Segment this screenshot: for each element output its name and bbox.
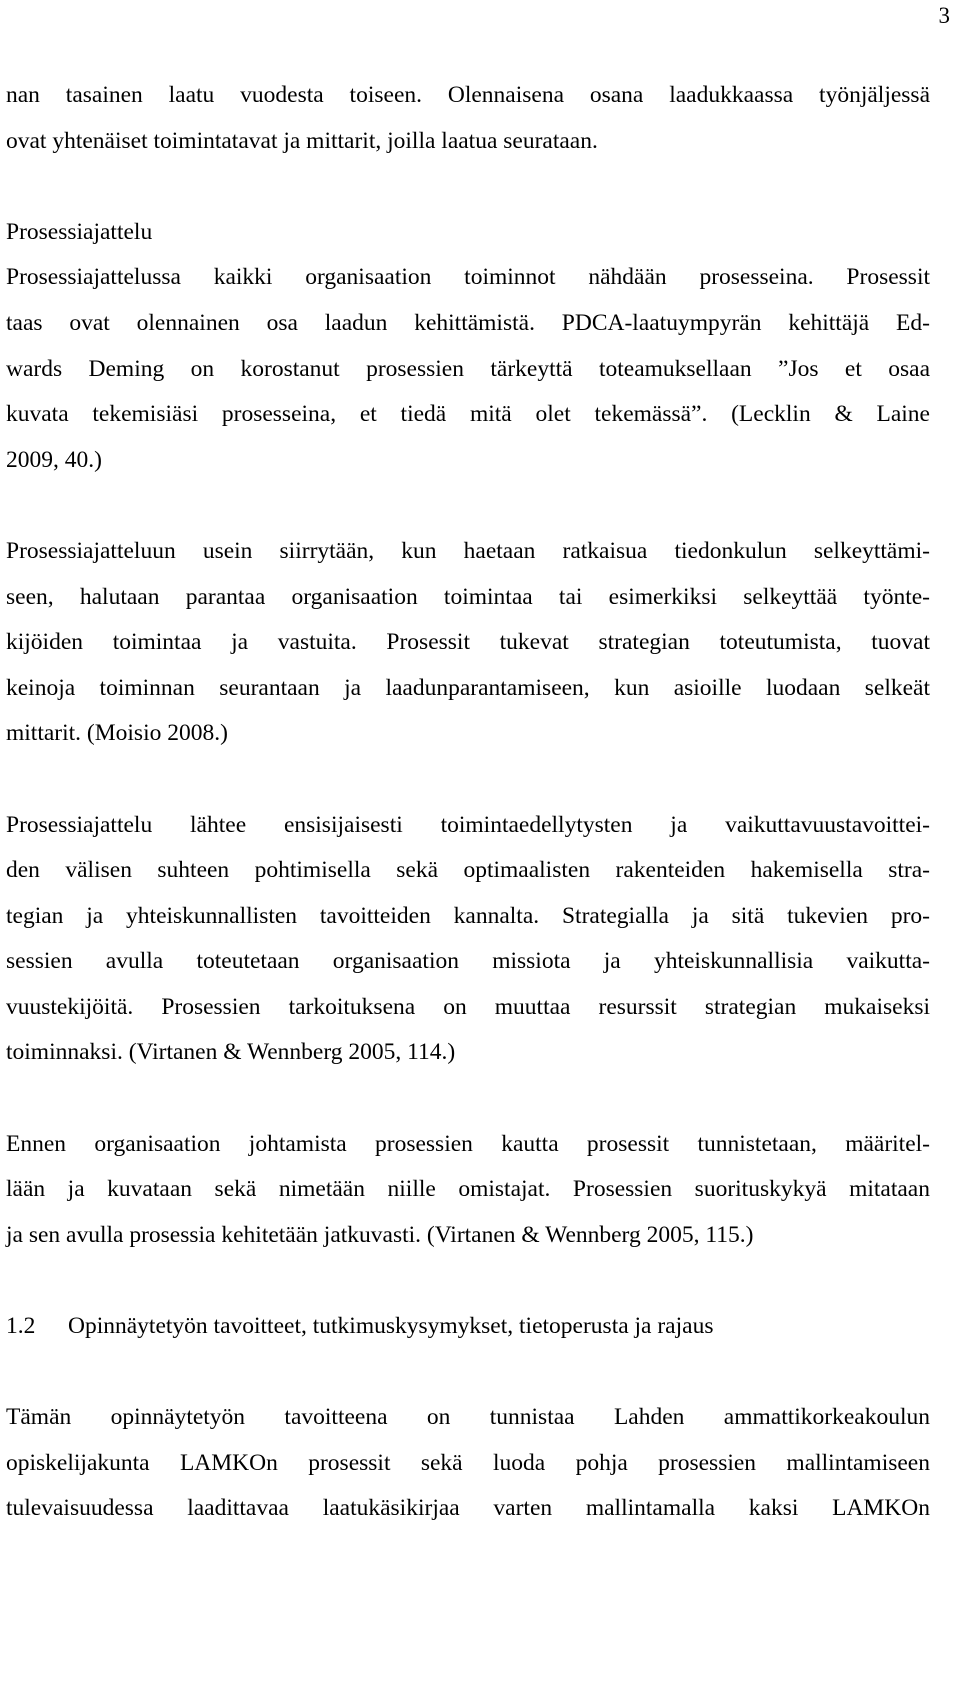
text-line: taas ovat olennainen osa laadun kehittämistä. PDCA-laatuympyrän kehittäjä Ed- (6, 309, 930, 336)
text-line: Ennen organisaation johtamista prosessien kautta prosessit tunnistetaan, määritel- (6, 1130, 930, 1157)
text-line: tulevaisuudessa laadittavaa laatukäsikirjaa varten mallintamalla kaksi LAMKOn (6, 1495, 930, 1522)
text-line: kuvata tekemisiäsi prosesseina, et tiedä mitä olet tekemässä”. (Lecklin & Laine (6, 401, 930, 428)
text-line: Prosessiajatteluun usein siirrytään, kun haetaan ratkaisua tiedonkulun selkeyttämi- (6, 537, 930, 564)
text-line: keinoja toiminnan seurantaan ja laadunparantamiseen, kun asioille luodaan selkeät (6, 674, 930, 701)
text-line: den välisen suhteen pohtimisella sekä optimaalisten rakenteiden hakemisella stra- (6, 857, 930, 884)
text-line: Prosessiajattelu lähtee ensisijaisesti toimintaedellytysten ja vaikuttavuustavoittei- (6, 811, 930, 838)
paragraph-prosessiajattelu (6, 255, 930, 483)
text-line: kijöiden toimintaa ja vastuita. Prosessit tukevat strategian toteutumista, tuovat (6, 629, 930, 656)
text-line: ovat yhtenäiset toimintatavat ja mittarit, joilla laatua seurataan. (6, 127, 598, 154)
text-line: tegian ja yhteiskunnallisten tavoitteiden kannalta. Strategialla ja sitä tukevien pro- (6, 902, 930, 929)
page-number: 3 (938, 3, 950, 28)
subheading: Prosessiajattelu (6, 218, 153, 245)
text-line: 2009, 40.) (6, 446, 102, 473)
section-heading-number: 1.2 (6, 1313, 36, 1340)
paragraph-johtaminen (6, 1122, 930, 1259)
text-line: ja sen avulla prosessia kehitetään jatkuvasti. (Virtanen & Wennberg 2005, 115.) (6, 1221, 754, 1248)
paragraph-siirtyminen (6, 529, 930, 757)
paragraph-strategia (6, 803, 930, 1077)
text-line: Prosessiajattelussa kaikki organisaation toiminnot nähdään prosesseina. Prosessit (6, 264, 930, 291)
page-content (6, 73, 930, 1532)
text-line: opiskelijakunta LAMKOn prosessit sekä luoda pohja prosessien mallintamiseen (6, 1449, 930, 1476)
text-line: Tämän opinnäytetyön tavoitteena on tunnistaa Lahden ammattikorkeakoulun (6, 1404, 930, 1431)
text-line: vuustekijöitä. Prosessien tarkoituksena on muuttaa resurssit strategian mukaiseksi (6, 993, 930, 1020)
text-line: mittarit. (Moisio 2008.) (6, 720, 228, 747)
paragraph-intro (6, 73, 930, 164)
text-line: nan tasainen laatu vuodesta toiseen. Olennaisena osana laadukkaassa työnjäljessä (6, 82, 930, 108)
text-line: sessien avulla toteutetaan organisaation missiota ja yhteiskunnallisia vaikutta- (6, 948, 930, 975)
section-heading (6, 1304, 930, 1350)
text-line: toiminnaksi. (Virtanen & Wennberg 2005, 114.) (6, 1039, 456, 1066)
text-line: lään ja kuvataan sekä nimetään niille omistajat. Prosessien suorituskykyä mitataan (6, 1176, 930, 1203)
section-heading-title: Opinnäytetyön tavoitteet, tutkimuskysymykset, tietoperusta ja rajaus (68, 1313, 714, 1340)
paragraph-tavoitteet (6, 1395, 930, 1532)
text-line: seen, halutaan parantaa organisaation toimintaa tai esimerkiksi selkeyttää työnte- (6, 583, 930, 610)
text-line: wards Deming on korostanut prosessien tärkeyttä toteamuksellaan ”Jos et osaa (6, 355, 930, 382)
